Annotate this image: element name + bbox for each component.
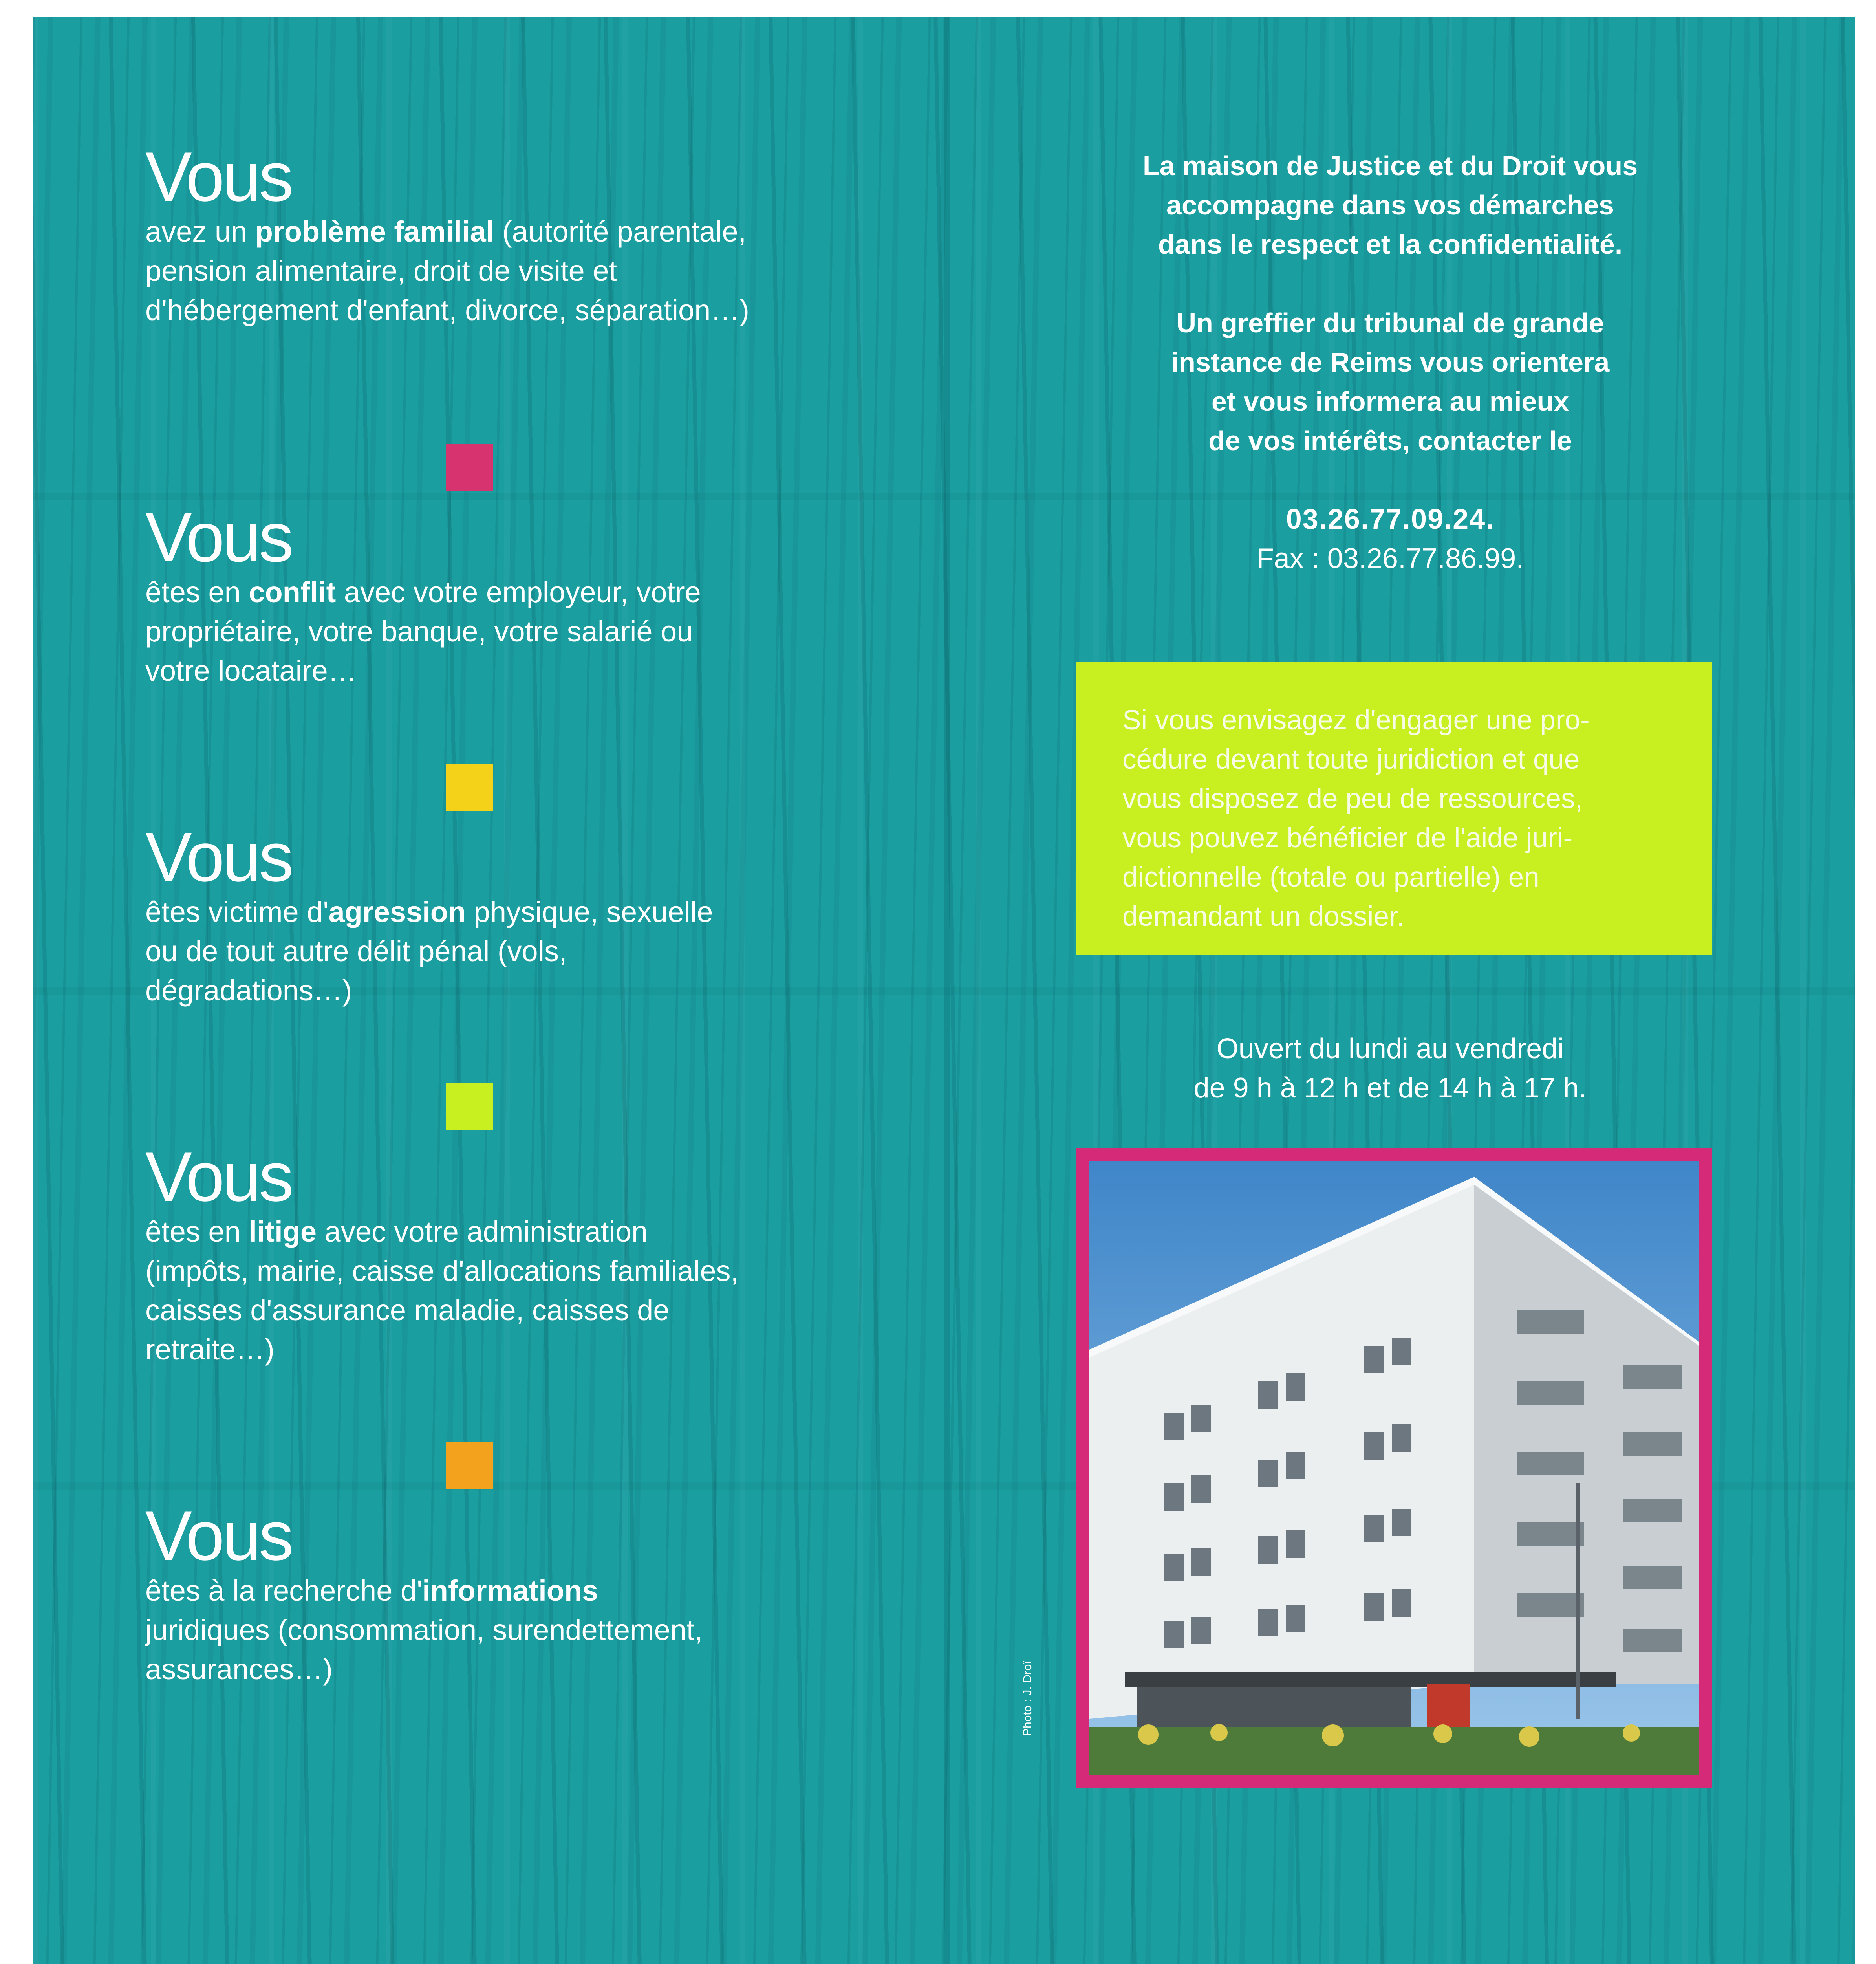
aide-juridictionnelle-box: [1076, 662, 1712, 955]
block-text: avez un problème familial (autorité parentale, pension alimentaire, droit de visite et d'hébergement d'enfant, divorce, séparation…): [145, 215, 749, 326]
phone-number[interactable]: 03.26.77.09.24.: [1286, 504, 1495, 535]
separator-square-pink: [446, 444, 493, 491]
greffier-text: [958, 303, 1822, 460]
greffier-line: instance de Reims vous orientera: [1171, 347, 1610, 377]
greffier-line: de vos intérêts, contacter le: [1208, 425, 1572, 456]
hours-line: de 9 h à 12 h et de 14 h à 17 h.: [1193, 1072, 1587, 1104]
greffier-line: Un greffier du tribunal de grande: [1176, 308, 1604, 338]
intro-line: accompagne dans vos démarches: [1166, 190, 1614, 220]
intro-line: La maison de Justice et du Droit vous: [1142, 150, 1638, 181]
block-text: êtes en conflit avec votre employeur, votre propriétaire, votre banque, votre salarié ou votre locataire…: [145, 576, 701, 687]
conflit-block: [145, 498, 852, 691]
opening-hours: [958, 1029, 1822, 1108]
separator-square-yellow: [446, 764, 493, 811]
block-text: êtes à la recherche d'informations juridiques (consommation, surendettement, assurances…): [145, 1574, 703, 1686]
agression-block: [145, 818, 852, 1010]
vous-heading: Vous: [145, 137, 291, 216]
building-photo: [1089, 1161, 1699, 1775]
aid-line: dictionnelle (totale ou partielle) en: [1122, 862, 1539, 893]
intro-line: dans le respect et la confidentialité.: [1158, 229, 1623, 260]
building-photo-frame: [1076, 1148, 1712, 1788]
block-text: êtes en litige avec votre administration (impôts, mairie, caisse d'allocations familiales, caisses d'assurance maladie, caisses de retraite…): [145, 1215, 739, 1366]
fold-line: [944, 17, 950, 1964]
greffier-line: et vous informera au mieux: [1211, 386, 1569, 417]
separator-square-orange: [446, 1442, 493, 1489]
aid-line: vous disposez de peu de ressources,: [1122, 783, 1583, 814]
fax-number: Fax : 03.26.77.86.99.: [1256, 543, 1524, 574]
contact-numbers: [958, 500, 1822, 578]
aid-line: demandant un dossier.: [1122, 901, 1405, 932]
problem-familial-block: [145, 137, 852, 330]
hours-line: Ouvert du lundi au vendredi: [1216, 1033, 1564, 1064]
informations-block: [145, 1497, 852, 1689]
vous-heading: Vous: [145, 1138, 291, 1216]
vous-heading: Vous: [145, 818, 291, 896]
vous-heading: Vous: [145, 498, 291, 576]
separator-square-lime: [446, 1083, 493, 1130]
vous-heading: Vous: [145, 1497, 291, 1575]
block-text: êtes victime d'agression physique, sexuelle ou de tout autre délit pénal (vols, dégradations…): [145, 896, 713, 1007]
photo-credit: Photo : J. Droï: [1021, 1661, 1034, 1736]
intro-text: [958, 146, 1822, 264]
litige-block: [145, 1138, 852, 1369]
aid-line: cédure devant toute juridiction et que: [1122, 744, 1580, 775]
aid-line: Si vous envisagez d'engager une pro-: [1122, 705, 1590, 736]
aid-line: vous pouvez bénéficier de l'aide juri-: [1122, 823, 1573, 854]
